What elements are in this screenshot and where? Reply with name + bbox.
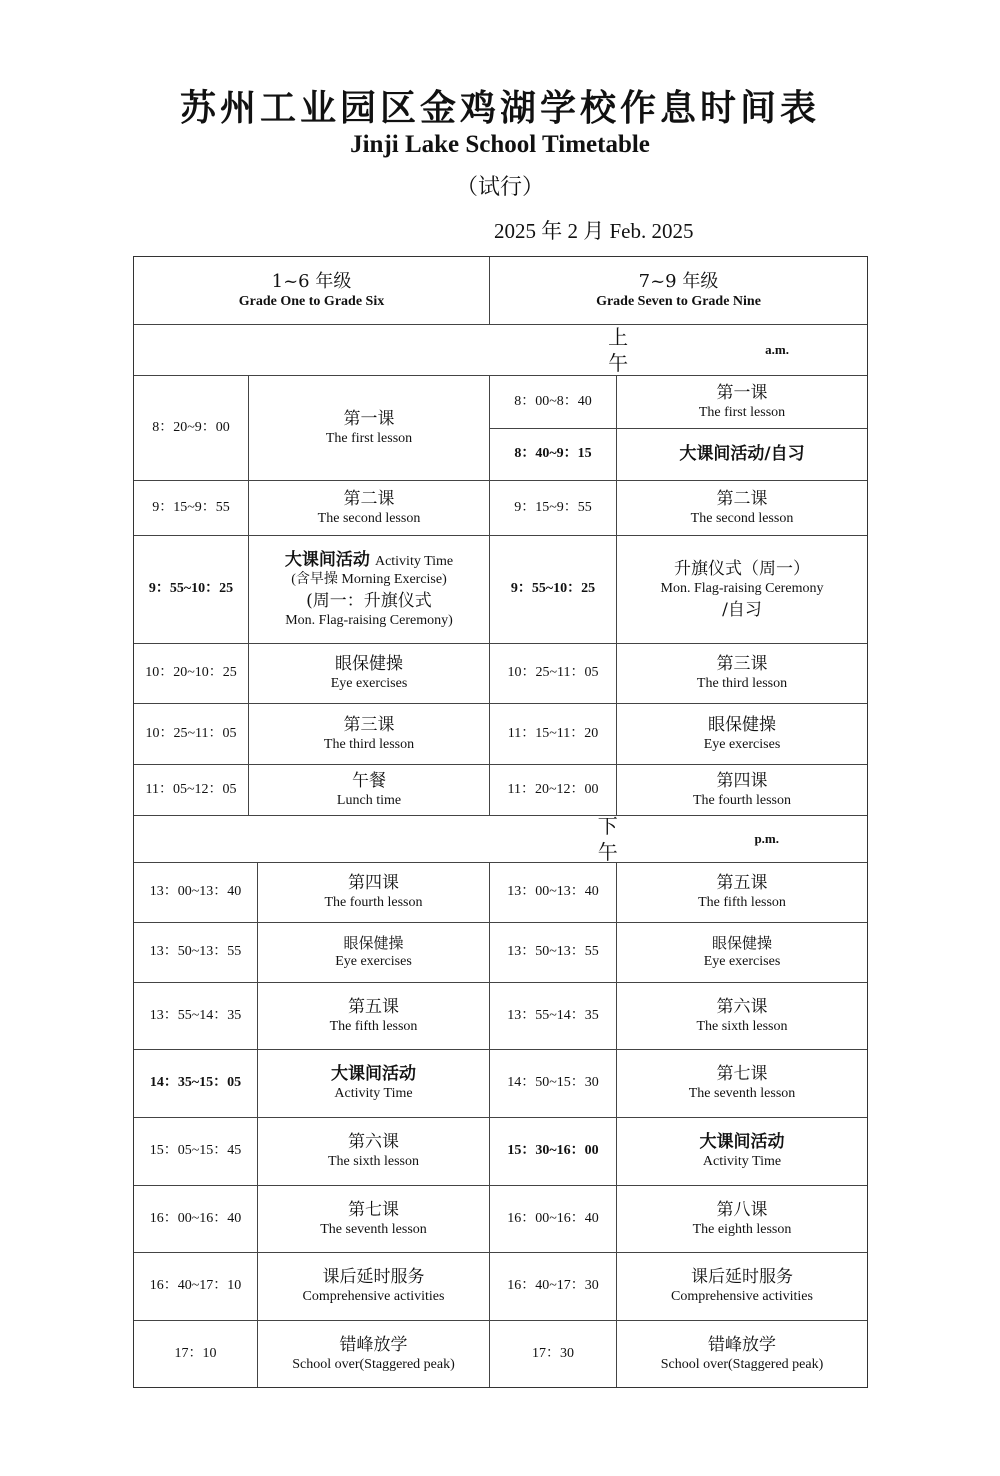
section-pm-cn: 下 午 [597,814,682,864]
time-cell: 8：40~9：15 [514,446,592,462]
lesson-cell: 第三课 The third lesson [696,654,788,692]
time-cell: 8：20~9：00 [152,419,230,435]
lesson-cell: 第六课 The sixth lesson [696,996,788,1034]
lesson-cell: 第五课 The fifth lesson [698,873,786,911]
time-cell: 9：55~10：25 [148,581,234,597]
time-cell: 15：30~16：00 [507,1143,599,1159]
time-cell: 17：30 [532,1345,574,1361]
section-pm [529,816,779,862]
header-grade-1-6 [134,257,489,324]
time-cell: 16：40~17：30 [507,1278,599,1294]
lesson-cell: 第一课 The first lesson [325,408,413,446]
lesson-cell: 升旗仪式（周一） Mon. Flag-raising Ceremony /自习 [660,559,824,620]
section-am [539,325,789,375]
lesson-cell: 午餐 Lunch time [336,770,402,808]
header-grade-7-9 [490,257,867,324]
lesson-cell: 第二课 The second lesson [690,488,794,526]
section-am-cn: 上 午 [608,325,693,375]
time-cell: 10：25~11：05 [507,665,599,681]
header-right-cn: 7~9 年级 [638,270,719,292]
lesson-cell: 眼保健操 Eye exercises [703,933,781,970]
header-left-cn: 1~6 年级 [271,270,352,292]
time-cell: 9：55~10：25 [510,581,596,597]
lesson-cell: 眼保健操 Eye exercises [335,933,412,970]
timetable [133,256,868,1388]
time-cell: 10：25~11：05 [145,725,237,741]
page-title-en: Jinji Lake School Timetable [350,131,650,158]
time-cell: 13：55~14：35 [149,1007,242,1023]
lesson-cell: 第三课 The third lesson [323,714,415,752]
lesson-cell: 大课间活动 Activity Time (含早操 Morning Exercise) (周一：升旗仪式 Mon. Flag-raising Ceremony) [284,550,454,628]
trial-subtitle: （试行） [455,175,544,200]
lesson-cell: 大课间活动/自习 [679,444,805,465]
time-cell: 11：15~11：20 [507,725,599,741]
time-cell: 17：10 [174,1345,217,1361]
lesson-cell: 第四课 The fourth lesson [693,770,791,808]
time-cell: 13：50~13：55 [149,944,242,960]
time-cell: 16：00~16：40 [149,1210,242,1226]
time-cell: 16：40~17：10 [149,1278,242,1294]
time-cell: 13：00~13：40 [507,884,599,900]
section-am-en: a.m. [765,341,789,357]
lesson-cell: 第八课 The eighth lesson [692,1199,792,1237]
header-right-en: Grade Seven to Grade Nine [596,294,761,310]
time-cell: 14：35~15：05 [149,1075,242,1091]
lesson-cell: 课后延时服务 Comprehensive activities [671,1267,813,1305]
header-left-en: Grade One to Grade Six [238,294,385,310]
lesson-cell: 错峰放学 School over(Staggered peak) [292,1334,455,1372]
lesson-cell: 第七课 The seventh lesson [688,1064,796,1102]
lesson-cell: 课后延时服务 Comprehensive activities [302,1267,445,1305]
lesson-cell: 第七课 The seventh lesson [320,1199,427,1237]
time-cell: 14：50~15：30 [507,1075,599,1091]
lesson-cell: 错峰放学 School over(Staggered peak) [660,1334,824,1372]
time-cell: 16：00~16：40 [507,1210,599,1226]
page-title-cn: 苏州工业园区金鸡湖学校作息时间表 [179,87,820,129]
lesson-cell: 大课间活动 Activity Time [699,1132,785,1170]
lesson-cell: 第六课 The sixth lesson [328,1132,419,1170]
time-cell: 13：00~13：40 [149,884,242,900]
section-pm-en: p.m. [754,830,779,846]
lesson-cell: 大课间活动 Activity Time [331,1064,416,1102]
time-cell: 8：00~8：40 [514,393,592,409]
time-cell: 11：20~12：00 [507,781,599,797]
time-cell: 9：15~9：55 [152,499,230,515]
lesson-cell: 第一课 The first lesson [698,382,786,420]
time-cell: 13：50~13：55 [507,944,599,960]
lesson-cell: 眼保健操 Eye exercises [330,654,408,692]
lesson-cell: 第二课 The second lesson [317,488,421,526]
issue-date: 2025 年 2 月 Feb. 2025 [494,219,694,243]
time-cell: 11：05~12：05 [145,781,237,797]
time-cell: 10：20~10：25 [145,665,237,681]
lesson-cell: 第五课 The fifth lesson [329,996,418,1034]
time-cell: 15：05~15：45 [149,1143,242,1159]
time-cell: 13：55~14：35 [507,1007,599,1023]
lesson-cell: 第四课 The fourth lesson [324,873,423,911]
lesson-cell: 眼保健操 Eye exercises [703,714,781,752]
time-cell: 9：15~9：55 [514,499,592,515]
